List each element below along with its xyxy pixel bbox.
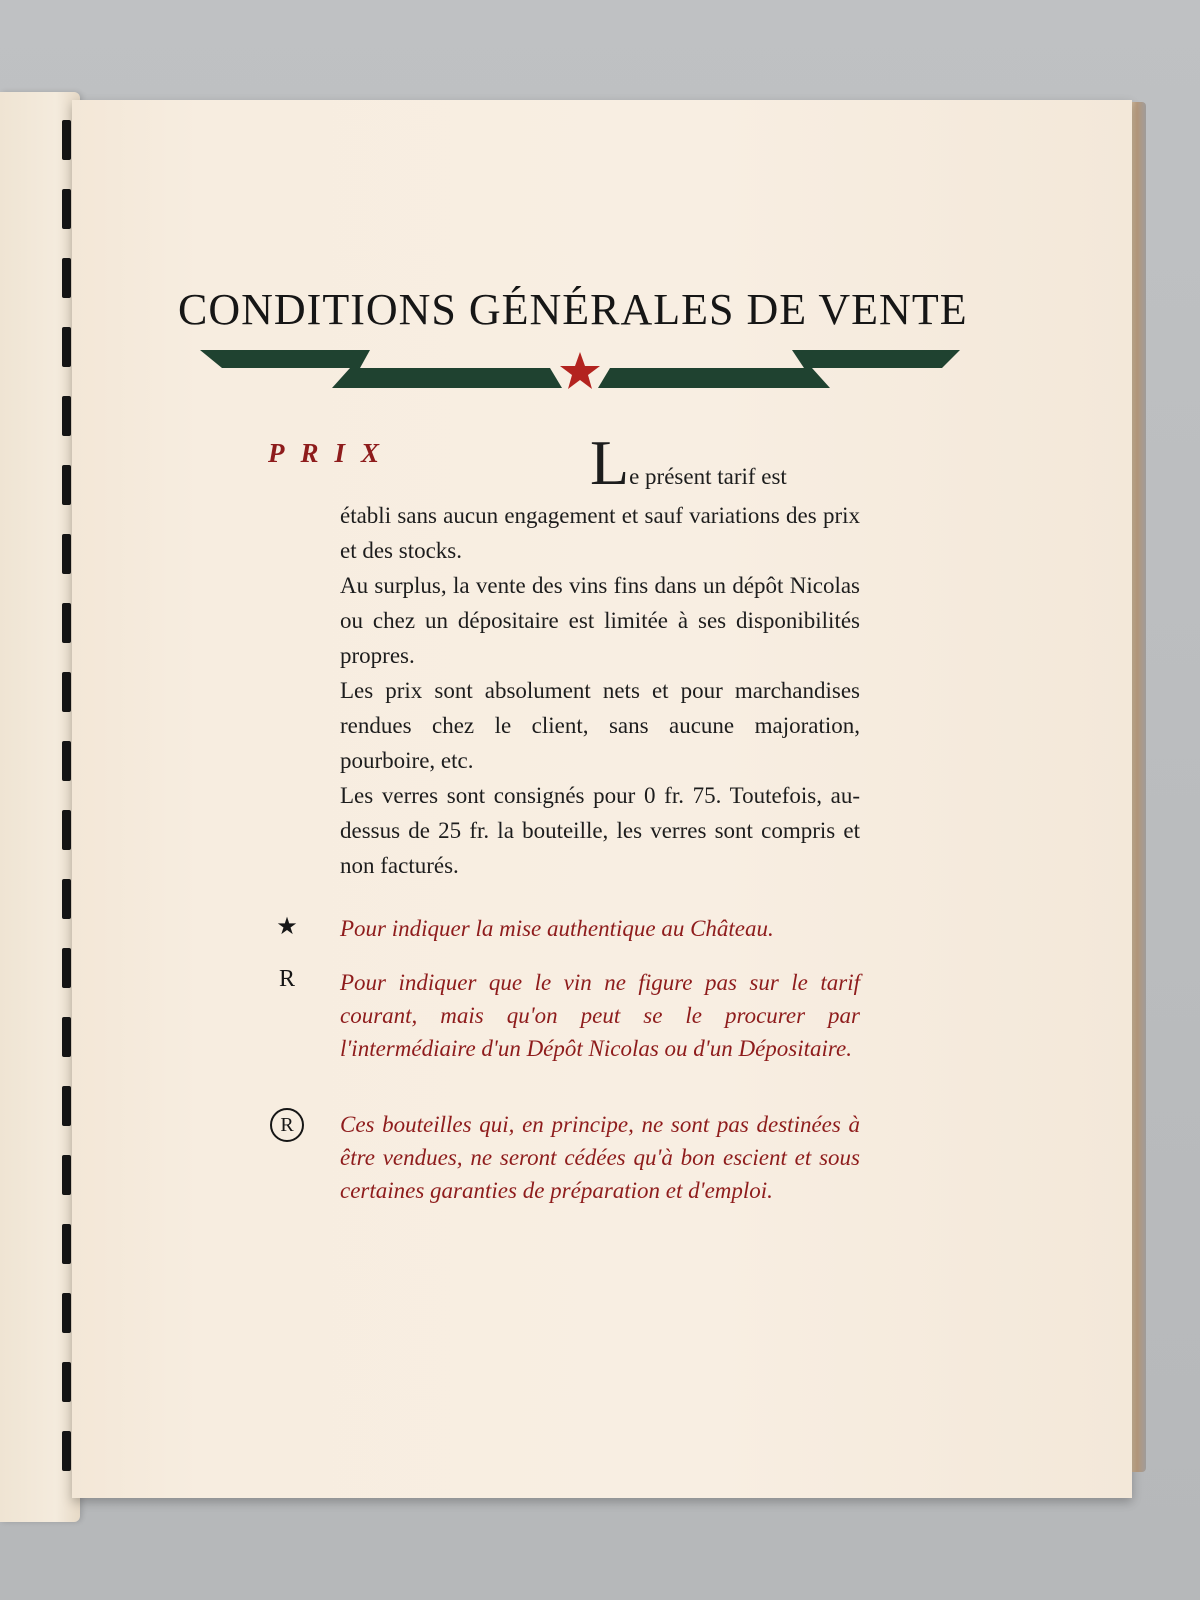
binding-slot [62,810,71,850]
title-ornament [200,350,980,392]
binding-slot [62,1293,71,1333]
section-label-prix: PRIX [268,438,396,468]
star-icon: ★ [276,914,298,940]
paragraph-1-rest: établi sans aucun engagement et sauf variations des prix et des stocks. [340,503,860,563]
binding-slot [62,1086,71,1126]
binding-slot [62,1362,71,1402]
binding-slot [62,465,71,505]
binding-slot [62,603,71,643]
binding-slot [62,741,71,781]
binding-slot [62,396,71,436]
binding-slot [62,879,71,919]
ornament-left-lower-bar [332,368,562,388]
binding-slot [62,1431,71,1471]
circled-r-icon [270,1108,304,1142]
paragraph-4: Les verres sont consignés pour 0 fr. 75. Toutefois, au-dessus de 25 fr. la bouteille, les verres sont compris et non facturés. [340,783,860,878]
paragraph-2: Au surplus, la vente des vins fins dans un dépôt Nicolas ou chez un dépositaire est limitée à ses disponibilités propres. [340,573,860,668]
binding-slot [62,534,71,574]
circled-r-letter: R [270,1108,304,1142]
binding-slot [62,1017,71,1057]
paragraph-1 [340,427,860,568]
prix-body [340,427,860,883]
ornament-right-upper-bar [792,350,960,368]
binding-slot [62,189,71,229]
binding-slot [62,120,71,160]
paragraph-1-first-line [340,427,860,498]
binding-slot [62,672,71,712]
ornament-right-lower-bar [598,368,830,388]
binding-slot [62,1224,71,1264]
note-circled-r-text: Ces bouteilles qui, en principe, ne sont pas destinées à être vendues, ne seront cédées qu'à bon escient et sous certaines garanties de préparation et d'emploi. [340,1112,860,1203]
letter-r-marker: R [278,966,295,992]
binding-slot [62,258,71,298]
binding-slot [62,1155,71,1195]
note-star-text: Pour indiquer la mise authentique au Château. [340,916,774,941]
binding-slot [62,327,71,367]
ornament-left-upper-bar [200,350,370,368]
paragraph-1-opening: e présent tarif est [629,464,787,489]
drop-cap: L [590,427,630,498]
note-r-text: Pour indiquer que le vin ne figure pas sur le tarif courant, mais qu'on peut se le procurer par l'intermédiaire d'un Dépôt Nicolas ou d'un Dépositaire. [340,970,860,1061]
page-title: CONDITIONS GÉNÉRALES DE VENTE [178,285,968,334]
binding-slot [62,948,71,988]
ornament-star-icon [560,352,600,389]
paragraph-3: Les prix sont absolument nets et pour marchandises rendues chez le client, sans aucune majoration, pourboire, etc. [340,678,860,773]
